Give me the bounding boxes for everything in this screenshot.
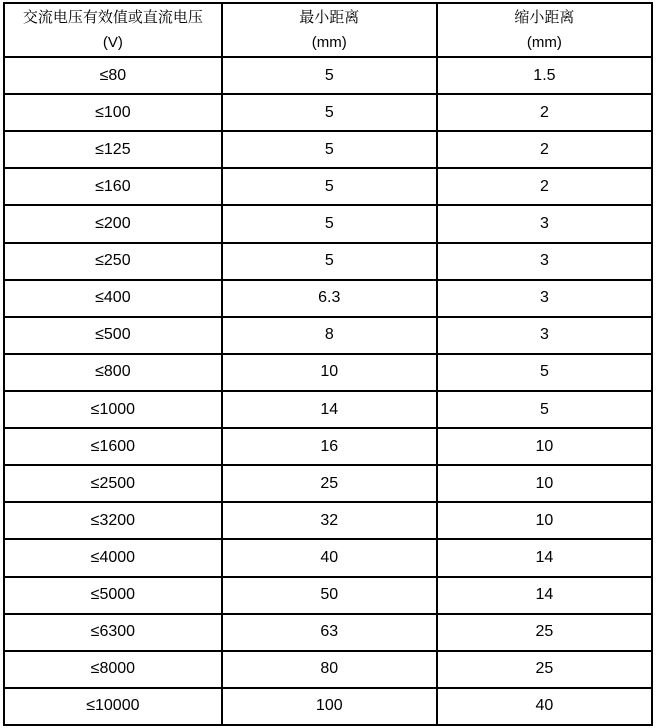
cell-reduced-distance: 25 — [437, 651, 652, 688]
cell-reduced-distance: 10 — [437, 428, 652, 465]
cell-reduced-distance: 2 — [437, 94, 652, 131]
table-row — [4, 577, 652, 614]
cell-min-distance: 5 — [222, 94, 437, 131]
cell-voltage: ≤5000 — [4, 577, 222, 614]
cell-reduced-distance: 3 — [437, 243, 652, 280]
cell-voltage: ≤3200 — [4, 502, 222, 539]
voltage-distance-table — [3, 2, 653, 726]
table-row — [4, 94, 652, 131]
table-row — [4, 688, 652, 725]
table-row — [4, 502, 652, 539]
cell-min-distance: 50 — [222, 577, 437, 614]
cell-min-distance: 100 — [222, 688, 437, 725]
table-row — [4, 354, 652, 391]
cell-voltage: ≤250 — [4, 243, 222, 280]
cell-min-distance: 10 — [222, 354, 437, 391]
cell-min-distance: 5 — [222, 243, 437, 280]
header-reduced-distance-unit: (mm) — [526, 34, 562, 51]
header-voltage — [4, 3, 222, 57]
header-min-distance — [222, 3, 437, 57]
table-row — [4, 57, 652, 94]
cell-voltage: ≤1000 — [4, 391, 222, 428]
cell-voltage: ≤80 — [4, 57, 222, 94]
table-row — [4, 539, 652, 576]
cell-min-distance: 63 — [222, 614, 437, 651]
table-body — [4, 57, 652, 725]
header-voltage-label: 交流电压有效值或直流电压 — [22, 9, 203, 26]
cell-voltage: ≤800 — [4, 354, 222, 391]
table-row — [4, 614, 652, 651]
cell-reduced-distance: 5 — [437, 391, 652, 428]
table-row — [4, 317, 652, 354]
header-reduced-distance — [437, 3, 652, 57]
cell-min-distance: 25 — [222, 465, 437, 502]
table-row — [4, 428, 652, 465]
cell-reduced-distance: 10 — [437, 465, 652, 502]
cell-voltage: ≤500 — [4, 317, 222, 354]
cell-min-distance: 5 — [222, 131, 437, 168]
cell-reduced-distance: 14 — [437, 577, 652, 614]
cell-voltage: ≤160 — [4, 168, 222, 205]
cell-min-distance: 32 — [222, 502, 437, 539]
table-row — [4, 131, 652, 168]
table-row — [4, 243, 652, 280]
table-row — [4, 465, 652, 502]
cell-voltage: ≤125 — [4, 131, 222, 168]
cell-reduced-distance: 14 — [437, 539, 652, 576]
cell-voltage: ≤10000 — [4, 688, 222, 725]
cell-min-distance: 8 — [222, 317, 437, 354]
cell-voltage: ≤6300 — [4, 614, 222, 651]
table-row — [4, 205, 652, 242]
table-row — [4, 391, 652, 428]
cell-voltage: ≤1600 — [4, 428, 222, 465]
cell-voltage: ≤2500 — [4, 465, 222, 502]
cell-voltage: ≤4000 — [4, 539, 222, 576]
header-voltage-unit: (V) — [102, 34, 123, 51]
cell-reduced-distance: 1.5 — [437, 57, 652, 94]
table-row — [4, 280, 652, 317]
cell-min-distance: 80 — [222, 651, 437, 688]
table-row — [4, 168, 652, 205]
cell-reduced-distance: 25 — [437, 614, 652, 651]
cell-reduced-distance: 5 — [437, 354, 652, 391]
header-row — [4, 3, 652, 57]
cell-reduced-distance: 3 — [437, 317, 652, 354]
cell-reduced-distance: 10 — [437, 502, 652, 539]
cell-min-distance: 16 — [222, 428, 437, 465]
cell-voltage: ≤8000 — [4, 651, 222, 688]
cell-reduced-distance: 2 — [437, 131, 652, 168]
cell-reduced-distance: 3 — [437, 280, 652, 317]
cell-min-distance: 6.3 — [222, 280, 437, 317]
header-reduced-distance-label: 缩小距离 — [514, 9, 575, 26]
table-row — [4, 651, 652, 688]
cell-reduced-distance: 2 — [437, 168, 652, 205]
cell-voltage: ≤400 — [4, 280, 222, 317]
cell-min-distance: 40 — [222, 539, 437, 576]
cell-min-distance: 5 — [222, 168, 437, 205]
cell-min-distance: 14 — [222, 391, 437, 428]
cell-reduced-distance: 3 — [437, 205, 652, 242]
cell-voltage: ≤100 — [4, 94, 222, 131]
cell-min-distance: 5 — [222, 57, 437, 94]
cell-voltage: ≤200 — [4, 205, 222, 242]
header-min-distance-label: 最小距离 — [299, 9, 360, 26]
cell-reduced-distance: 40 — [437, 688, 652, 725]
header-min-distance-unit: (mm) — [311, 34, 347, 51]
cell-min-distance: 5 — [222, 205, 437, 242]
